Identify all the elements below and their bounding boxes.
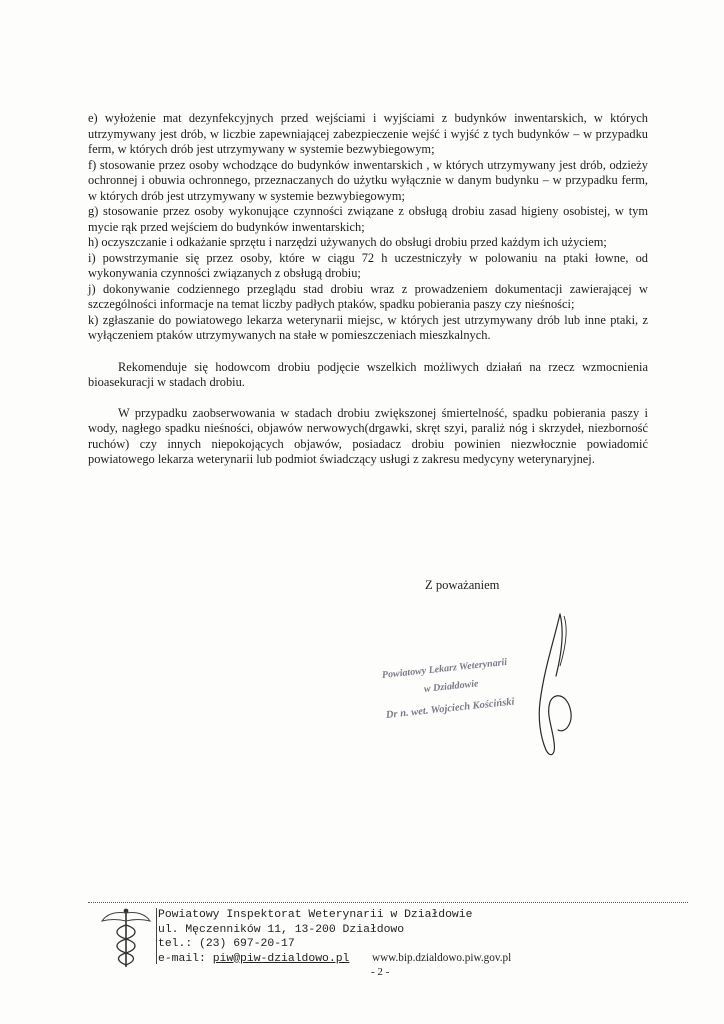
text-line: zakresu medycyny weterynaryjnej. — [421, 452, 595, 466]
list-item-e — [88, 111, 648, 158]
list-item-g — [88, 204, 648, 235]
text-line: wzmocnienia bioasekuracji w stadach drobiu. — [88, 359, 648, 389]
text-line: Rekomenduje się hodowcom drobiu podjęcie wszelkich możliwych działań na rzecz — [118, 359, 575, 374]
text-line: skrzydeł, niezborność ruchów) czy innych niepokojących objawów, posiadacz drobiu powinien — [88, 421, 648, 451]
footer-phone: tel.: (23) 697-20-17 — [158, 938, 295, 950]
text-line: w szczególności informacje na temat liczby padłych ptaków, spadku pobierania paszy czy nieśności; — [88, 281, 648, 311]
text-line: W przypadku zaobserwowania w stadach drobiu zwiększonej śmiertelność, spadku pobierania — [118, 405, 606, 420]
footer-address: ul. Męczenników 11, 13-200 Działdowo — [158, 923, 405, 936]
stamp-location: w Działdowie — [423, 678, 480, 695]
stamp-name: Dr n. wet. Wojciech Kościński — [385, 696, 515, 721]
text-line: użyciem; — [561, 235, 607, 249]
list-item-j — [88, 282, 648, 313]
text-line: i) powstrzymanie się przez osoby, które w ciągu 72 h uczestniczyły w polowaniu na ptaki łowne, od — [88, 250, 648, 265]
text-line: budynków – w przypadku ferm, w których drób jest utrzymywany w systemie bezwybiegowym; — [88, 126, 648, 156]
handwritten-signature — [510, 610, 580, 770]
text-line: h) oczyszczanie i odkażanie sprzętu i narzędzi używanych do obsługi drobiu przed każdym ich — [88, 235, 559, 249]
text-line: e) wyłożenie mat dezynfekcyjnych przed wejściami i wyjściami z budynków inwentarskich, w — [88, 111, 603, 125]
text-line: drób, odzieży ochronnej i obuwia ochronnego, przeznaczanych do użytku wyłącznie w danym — [88, 157, 648, 187]
page-number: - 2 - — [371, 966, 390, 978]
closing-salutation: Z poważaniem — [425, 578, 500, 592]
caduceus-icon — [98, 905, 154, 969]
footer-website[interactable]: www.bip.dzialdowo.piw.gov.pl — [372, 952, 512, 964]
text-line: ptaki, z wyłączeniem ptaków utrzymywanych na stałe w pomieszczeniach mieszkalnych. — [88, 312, 649, 342]
footer-email-label: e-mail: — [158, 952, 213, 965]
list-item-h — [88, 235, 648, 251]
stamp-and-signature — [360, 610, 590, 770]
letter-body — [88, 111, 648, 468]
list-item-f — [88, 158, 648, 205]
recommendation-paragraph — [88, 360, 648, 391]
text-line: paszy i wody, nagłego spadku nieśności, objawów nerwowych(drgawki, skręt szyi, paraliż nóg i — [88, 405, 648, 435]
text-line: budynku – w przypadku ferm, w których drób jest utrzymywany w systemie bezwybiegowym; — [88, 173, 648, 203]
text-line: których utrzymywany jest drób, w liczbie zapewniającej zabezpieczenie wejść i wyjść z tych — [88, 111, 648, 141]
footer-contact — [158, 908, 698, 978]
stamp-title: Powiatowy Lekarz Weterynarii — [381, 656, 508, 681]
list-item-i — [88, 251, 648, 282]
footer-vertical-rule — [156, 908, 157, 964]
footer-divider — [88, 902, 688, 903]
text-line: wykonywania czynności związanych z obsługą drobiu; — [88, 266, 361, 280]
footer-email-link[interactable]: piw@piw-dzialdowo.pl — [212, 952, 350, 965]
text-line: w tym mycie rąk przed wejściem do budynków inwentarskich; — [88, 204, 648, 234]
notification-paragraph — [88, 406, 648, 468]
text-line: f) stosowanie przez osoby wchodzące do budynków inwentarskich , w których utrzymywany jest — [88, 157, 577, 172]
footer-institution: Powiatowy Inspektorat Weterynarii w Działdowie — [158, 909, 473, 921]
text-line: niezwłocznie powiadomić powiatowego lekarza weterynarii lub podmiot świadczący usługi z — [88, 436, 648, 466]
text-line: g) stosowanie przez osoby wykonujące czynności związane z obsługą drobiu zasad higieny osobistej, — [88, 204, 611, 218]
text-line: j) dokonywanie codziennego przeglądu stad drobiu wraz z prowadzeniem dokumentacji zawierającej — [88, 281, 632, 296]
list-item-k — [88, 313, 648, 344]
text-line: k) zgłaszanie do powiatowego lekarza weterynarii miejsc, w których jest utrzymywany drób lub inne — [88, 312, 606, 327]
